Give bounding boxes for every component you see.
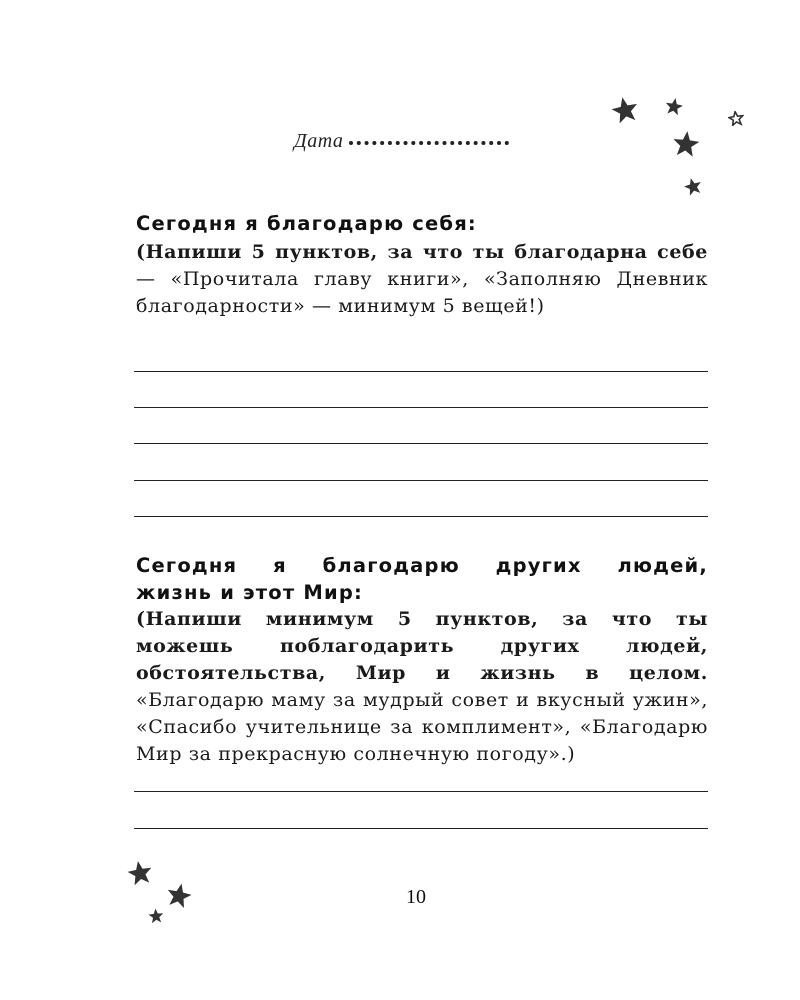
writing-line bbox=[134, 516, 708, 517]
star-icon bbox=[147, 908, 165, 924]
date-field bbox=[294, 130, 509, 153]
section1-instruction-bold: (Напиши 5 пунктов, за что ты благодарна себе bbox=[136, 241, 708, 263]
star-icon bbox=[610, 96, 640, 124]
star-icon bbox=[670, 130, 702, 158]
section2-heading bbox=[136, 552, 708, 606]
date-label: Дата bbox=[294, 130, 344, 152]
star-icon bbox=[728, 111, 744, 126]
writing-line bbox=[134, 828, 708, 829]
star-icon bbox=[664, 97, 684, 116]
star-icon bbox=[126, 860, 154, 886]
page-number: 10 bbox=[406, 886, 426, 908]
section1-instruction-examples: — «Прочитала главу книги», «Заполняю Дневник благодарности» — минимум 5 вещей!) bbox=[136, 268, 708, 317]
writing-line bbox=[134, 371, 708, 372]
date-dotted-line bbox=[349, 131, 509, 145]
section2-heading-line2: жизнь и этот Мир: bbox=[136, 581, 364, 604]
writing-line bbox=[134, 407, 708, 408]
star-icon bbox=[165, 882, 193, 909]
writing-line bbox=[134, 791, 708, 792]
section1-instruction bbox=[136, 239, 708, 320]
section2-heading-line1: Сегодня я благодарю других людей, bbox=[136, 554, 708, 577]
section1-heading: Сегодня я благодарю себя: bbox=[136, 212, 477, 235]
section2-instruction bbox=[136, 606, 708, 768]
section2-instruction-examples: «Благодарю маму за мудрый совет и вкусный ужин», «Спасибо учительнице за комплимент», «Благодарю Мир за прекрасную солнечную погоду».) bbox=[136, 689, 708, 765]
star-icon bbox=[683, 177, 703, 196]
writing-line bbox=[134, 480, 708, 481]
writing-line bbox=[134, 443, 708, 444]
section2-instruction-bold: (Напиши минимум 5 пунктов, за что ты можешь поблагодарить других людей, обстоятельства, Мир и жизнь в целом. bbox=[136, 608, 708, 684]
